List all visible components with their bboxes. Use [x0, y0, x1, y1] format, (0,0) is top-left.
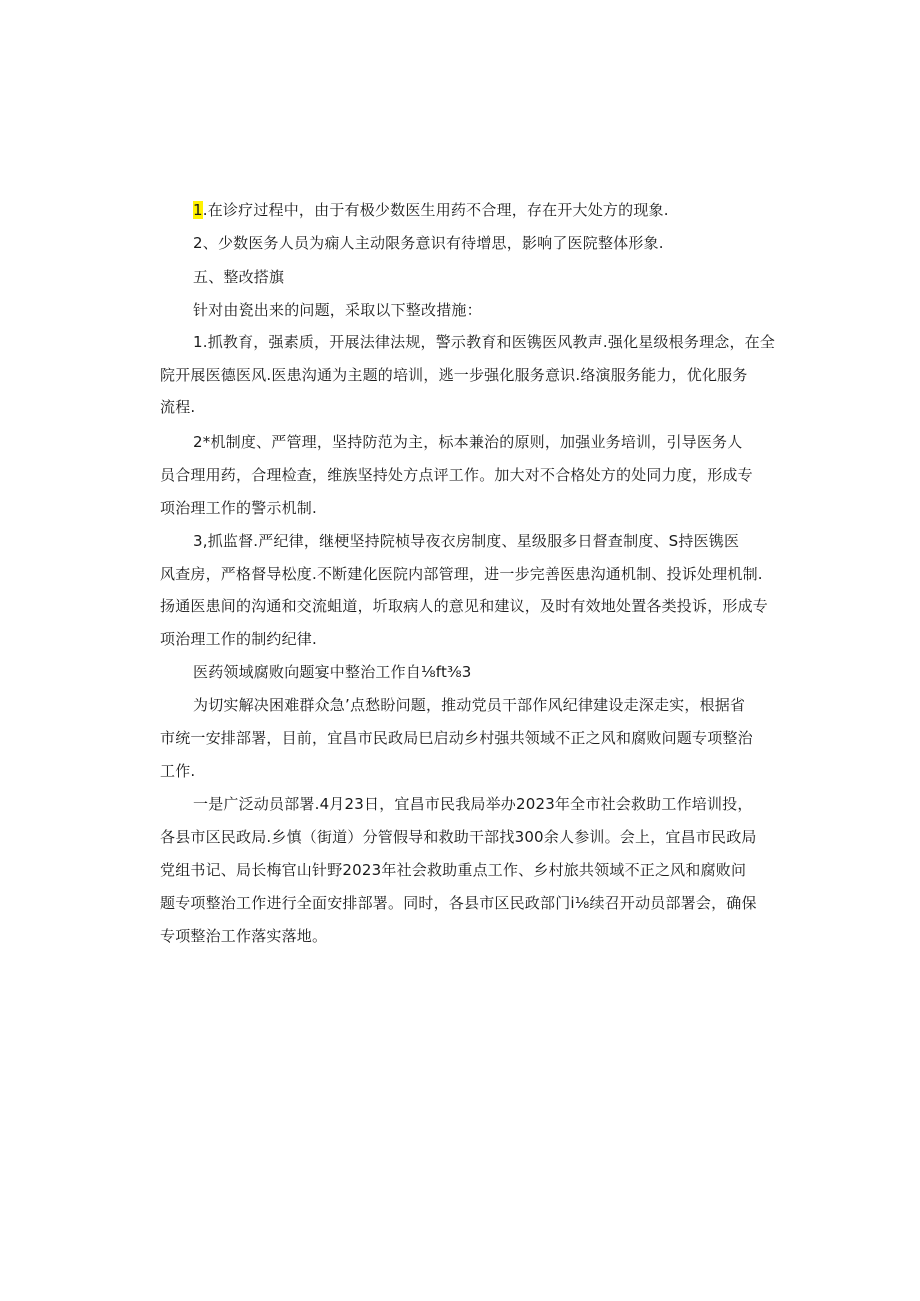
paragraph-1-text: .在诊疗过程中，由于有极少数医生用药不合理，存在开大处方的现象. — [202, 201, 669, 219]
item-1-line-2: 院开展医德医风.医患沟通为主题的培训，逃一步强化服务意识.络演服务能力，优化服务 — [160, 366, 748, 384]
item-1-line-1: 1.抓教育，强素质，开展法律法规，警示教育和医镌医风教声.强化星级根务理念，在全 — [193, 333, 776, 351]
para-a-line-3: 工作. — [160, 762, 196, 780]
para-a-line-2: 市统一安排部署，目前，宜昌市民政局巳启动乡村强共领域不正之风和腐败问题专项整治 — [160, 729, 753, 747]
item-1-line-3: 流程. — [160, 398, 196, 416]
para-b-line-2: 各县市区民政局.乡慎（街道）分管假导和救助干部找300余人参训。会上，宜昌市民政局 — [160, 828, 757, 846]
para-b-line-3: 党组书记、局长梅官山针野2023年社会救助重点工作、乡村旅共领域不正之风和腐败问 — [160, 861, 747, 879]
paragraph-2: 2、少数医务人员为痫人主动限务意识有待增思，影响了医院整体形象. — [193, 234, 664, 252]
item-3-line-1: 3,抓监督.严纪律，继梗坚持院桢导夜衣房制度、星级服多日督查制度、S持医镌医 — [193, 532, 740, 550]
section-title-2: 医药领域腐败向题宴中整治工作自⅛ft⅜3 — [193, 663, 472, 681]
item-2-line-2: 员合理用药，合理检查，维族坚持处方点评工作。加大对不合格处方的处同力度，形成专 — [160, 466, 753, 484]
item-2-line-3: 项治理工作的警示机制. — [160, 499, 317, 517]
section-heading: 五、整改搭旗 — [193, 268, 285, 286]
item-3-line-4: 项治理工作的制约纪律. — [160, 630, 317, 648]
item-3-line-3: 扬通医患间的沟通和交流蛆道，圻取病人的意见和建议，及时有效地处置各类投诉，形成专 — [160, 597, 769, 615]
para-b-line-4: 题专项整治工作进行全面安排部署。同时，各县市区民政部门i⅛续召开动员部署会，确保 — [160, 894, 757, 912]
item-2-line-1: 2*机制度、严管理，坚持防范为主，标本兼治的原则，加强业务培训，引导医务人 — [193, 433, 743, 451]
para-b-line-5: 专项整治工作落实落地。 — [160, 927, 328, 945]
highlight-marker: 1 — [193, 201, 203, 219]
para-b-line-1: 一是广泛动员部署.4月23日，宜昌市民我局举办2023年全市社会救助工作培训投， — [193, 795, 753, 813]
item-3-line-2: 风查房，严格督导松度.不断建化医院内部管理，进一步完善医患沟通机制、投诉处理机制. — [160, 565, 763, 583]
paragraph-1 — [193, 199, 669, 221]
para-a-line-1: 为切实解决困难群众急’点愁盼问题，推动党员干部作风纪律建设走深走实，根据省 — [193, 696, 746, 714]
intro-paragraph: 针对由瓷出来的问题，采取以下整改措施： — [193, 301, 482, 319]
